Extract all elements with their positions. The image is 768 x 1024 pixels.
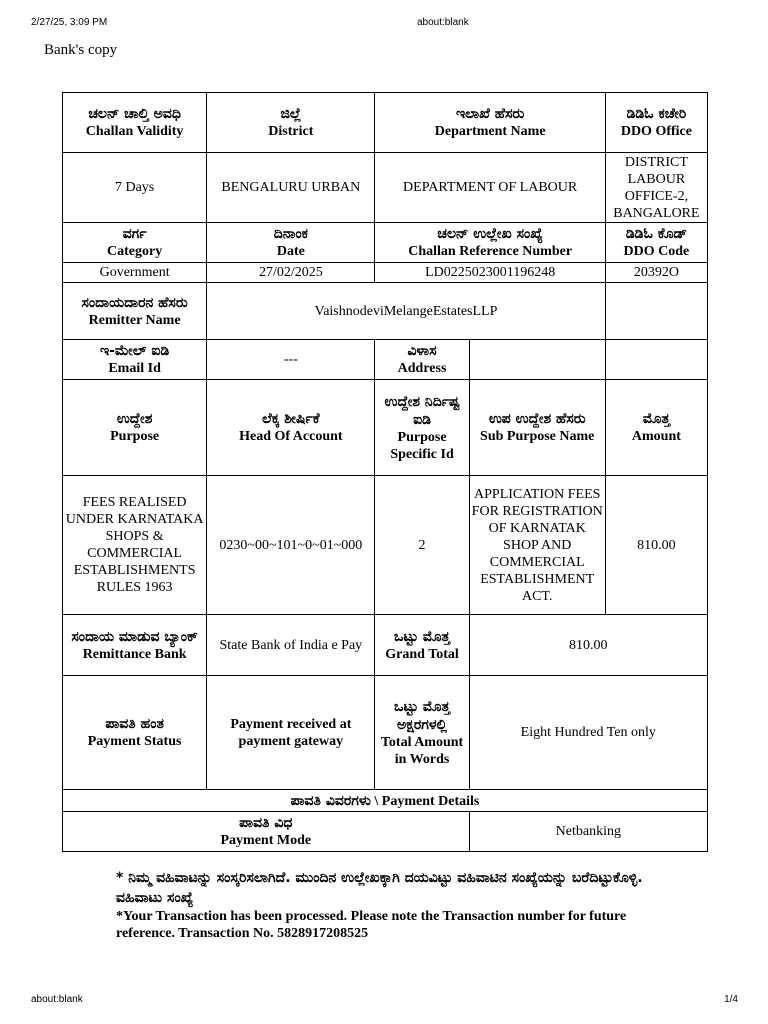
- remitter-kn: ಸಂದಾಯದಾರನ ಹೆಸರು: [81, 294, 188, 311]
- challan-validity-en: Challan Validity: [85, 124, 184, 139]
- date-header: [207, 223, 375, 263]
- department-value: DEPARTMENT OF LABOUR: [375, 153, 605, 223]
- category-header: [63, 223, 207, 263]
- purpose-en: Purpose: [110, 429, 160, 444]
- print-title: about:blank: [417, 17, 469, 28]
- district-en: District: [268, 124, 314, 139]
- remittance-bank-en: Remittance Bank: [82, 646, 187, 662]
- payment-mode-header: [63, 812, 470, 852]
- purpose-specific-id-header: [375, 380, 469, 476]
- department-kn: ಇಲಾಖೆ ಹೆಸರು: [456, 106, 525, 122]
- payment-mode-kn: ಪಾವತಿ ವಿಧ: [239, 815, 293, 831]
- address-empty: [605, 340, 707, 380]
- amount-words-en: Total Amount in Words: [380, 734, 464, 767]
- payment-status-en: Payment Status: [87, 734, 182, 749]
- district-header: [207, 93, 375, 153]
- address-en: Address: [397, 361, 447, 376]
- email-value: ---: [207, 340, 375, 380]
- department-header: [375, 93, 605, 153]
- payment-status-kn: ಪಾವತಿ ಹಂತ: [105, 716, 164, 732]
- amount-words-value: Eight Hundred Ten only: [469, 676, 707, 790]
- head-of-account-en: Head Of Account: [239, 429, 343, 444]
- address-header: [375, 340, 469, 380]
- amount-kn: ಮೊತ್ತ: [642, 411, 670, 427]
- ddo-office-header: [605, 93, 707, 153]
- address-value: [469, 340, 605, 380]
- payment-details-kn: ಪಾವತಿ ವಿವರಗಳು: [290, 792, 371, 809]
- category-kn: ವರ್ಗ: [122, 226, 147, 242]
- sub-purpose-header: [469, 380, 605, 476]
- ddo-code-en: DDO Code: [623, 244, 690, 259]
- payment-mode-value: Netbanking: [469, 812, 707, 852]
- payment-mode-en: Payment Mode: [220, 833, 312, 848]
- date-kn: ದಿನಾಂಕ: [273, 226, 308, 242]
- amount-value: 810.00: [605, 476, 707, 615]
- email-kn: ಇ-ಮೇಲ್ ಐಡಿ: [100, 343, 170, 359]
- print-datetime: 2/27/25, 3:09 PM: [31, 17, 108, 28]
- head-of-account-value: 0230~00~101~0~01~000: [207, 476, 375, 615]
- challan-validity-value: 7 Days: [63, 153, 207, 223]
- challan-table: [62, 92, 708, 852]
- remitter-empty: [605, 283, 707, 340]
- payment-status-value: Payment received at payment gateway: [207, 676, 375, 790]
- print-footer: [31, 994, 738, 1008]
- department-en: Department Name: [434, 124, 546, 139]
- sub-purpose-en: Sub Purpose Name: [480, 429, 595, 444]
- remittance-bank-header: [63, 615, 207, 676]
- address-kn: ವಿಳಾಸ: [407, 343, 437, 359]
- sub-purpose-kn: ಉಪ ಉದ್ದೇಶ ಹೆಸರು: [488, 411, 586, 427]
- ddo-office-value: DISTRICT LABOUR OFFICE-2, BANGALORE: [605, 153, 707, 223]
- date-value: 27/02/2025: [207, 263, 375, 283]
- payment-status-header: [63, 676, 207, 790]
- grand-total-header: [375, 615, 469, 676]
- page-number: 1/4: [724, 994, 738, 1005]
- purpose-kn: ಉದ್ದೇಶ: [116, 411, 153, 427]
- category-value: Government: [63, 263, 207, 283]
- purpose-specific-id-en: Purpose Specific Id: [390, 429, 454, 462]
- print-url: about:blank: [31, 994, 83, 1005]
- ddo-office-kn: ಡಿಡಿಓ ಕಚೇರಿ: [626, 106, 687, 122]
- remittance-bank-value: State Bank of India e Pay: [207, 615, 375, 676]
- challan-validity-header: [63, 93, 207, 153]
- print-header: [31, 17, 728, 31]
- ddo-code-value: 20392O: [605, 263, 707, 283]
- ddo-office-en: DDO Office: [620, 124, 692, 139]
- district-kn: ಜಿಲ್ಲೆ: [280, 106, 302, 122]
- transaction-note-kn: * ನಿಮ್ಮ ವಹಿವಾಟನ್ನು ಸಂಸ್ಕರಿಸಲಾಗಿದೆ. ಮುಂದಿನ ಉಲ್ಲೇಖಕ್ಕಾಗಿ ದಯವಿಟ್ಟು ವಹಿವಾಟಿನ ಸಂಖ್ಯೆಯನ್ನು ಬರೆದಿಟ್ಟುಕೊಳ್ಳಿ. ವಹಿವಾಟು ಸಂಖ್ಯೆ: [116, 870, 643, 906]
- category-en: Category: [107, 244, 163, 259]
- payment-details-en: \ Payment Details: [374, 793, 480, 809]
- challan-ref-value: LD0225023001196248: [375, 263, 605, 283]
- head-of-account-kn: ಲೆಕ್ಕ ಶೀರ್ಷಿಕೆ: [262, 411, 320, 427]
- email-en: Email Id: [108, 361, 161, 376]
- transaction-note: [116, 868, 676, 942]
- amount-en: Amount: [631, 429, 681, 444]
- challan-ref-kn: ಚಲನ್ ಉಲ್ಲೇಖ ಸಂಖ್ಯೆ: [437, 226, 543, 242]
- grand-total-en: Grand Total: [385, 646, 459, 662]
- amount-words-header: [375, 676, 469, 790]
- purpose-value: FEES REALISED UNDER KARNATAKA SHOPS & COMMERCIAL ESTABLISHMENTS RULES 1963: [63, 476, 207, 615]
- purpose-header: [63, 380, 207, 476]
- purpose-specific-id-value: 2: [375, 476, 469, 615]
- remitter-en: Remitter Name: [88, 312, 181, 328]
- ddo-code-kn: ಡಿಡಿಓ ಕೊಡ್: [625, 226, 687, 242]
- challan-ref-header: [375, 223, 605, 263]
- amount-header: [605, 380, 707, 476]
- remittance-bank-kn: ಸಂದಾಯ ಮಾಡುವ ಬ್ಯಾಂಕ್: [71, 628, 198, 645]
- email-header: [63, 340, 207, 380]
- copy-label: Bank's copy: [44, 42, 118, 58]
- grand-total-kn: ಒಟ್ಟು ಮೊತ್ತ: [394, 628, 451, 645]
- remitter-value: VaishnodeviMelangeEstatesLLP: [207, 283, 606, 340]
- remitter-header: [63, 283, 207, 340]
- ddo-code-header: [605, 223, 707, 263]
- transaction-note-en: *Your Transaction has been processed. Please note the Transaction number for future reference. Transaction No. 5828917208525: [116, 909, 627, 941]
- head-of-account-header: [207, 380, 375, 476]
- district-value: BENGALURU URBAN: [207, 153, 375, 223]
- payment-details-heading: [63, 790, 708, 812]
- sub-purpose-value: APPLICATION FEES FOR REGISTRATION OF KARNATAK SHOP AND COMMERCIAL ESTABLISHMENT ACT.: [469, 476, 605, 615]
- amount-words-kn: ಒಟ್ಟು ಮೊತ್ತ ಅಕ್ಷರಗಳಲ್ಲಿ: [394, 698, 451, 733]
- challan-ref-en: Challan Reference Number: [408, 244, 573, 259]
- date-en: Date: [276, 244, 305, 259]
- challan-validity-kn: ಚಲನ್ ಚಾಲ್ತಿ ಅವಧಿ: [88, 106, 181, 122]
- grand-total-value: 810.00: [469, 615, 707, 676]
- purpose-specific-id-kn: ಉದ್ದೇಶ ನಿರ್ದಿಷ್ಟ ಐಡಿ: [384, 393, 460, 428]
